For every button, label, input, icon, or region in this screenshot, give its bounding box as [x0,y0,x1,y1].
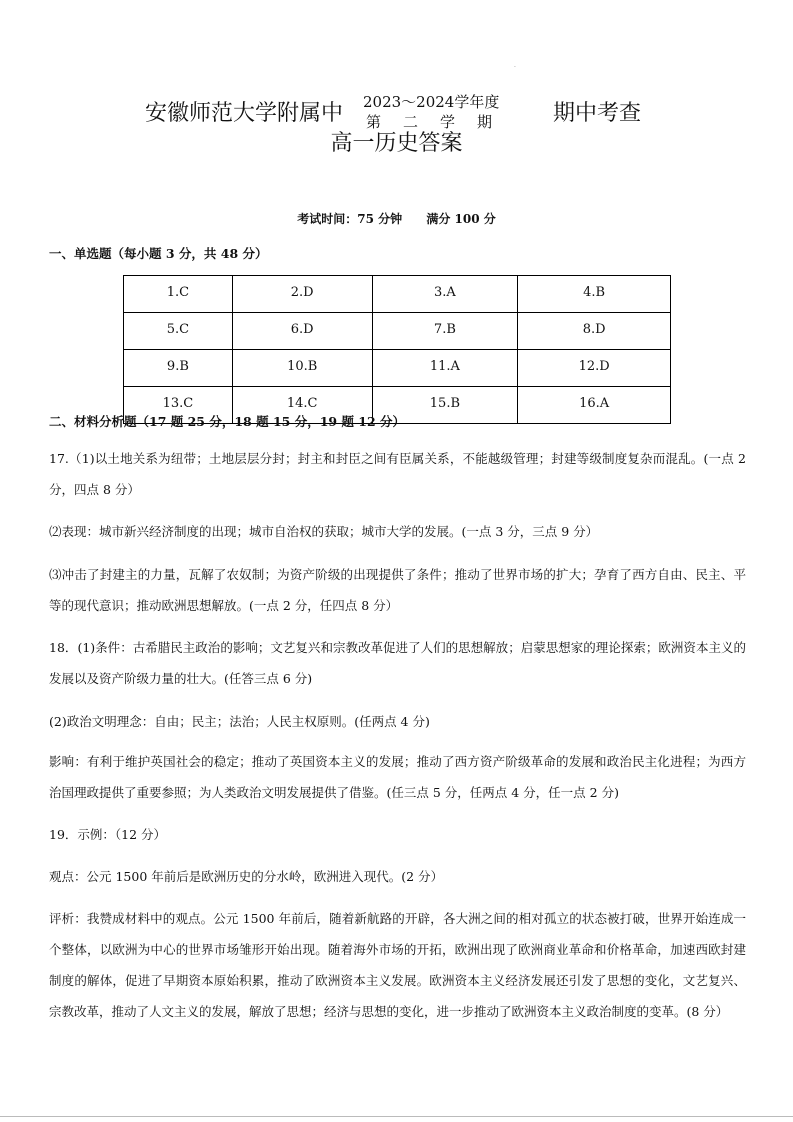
q19-answer-1: 19．示例：（12 分） [49,827,167,842]
exam-meta [0,210,793,227]
section2-title: 二、材料分析题（17 题 25 分，18 题 15 分，19 题 12 分） [49,414,406,429]
section1-title: 一、单选题（每小题 3 分，共 48 分） [49,246,268,261]
table-cell: 9.B [124,350,233,387]
table-cell: 16.A [518,387,671,424]
q17-answer-1: 17.（1)以土地关系为纽带；土地层层分封；封主和封臣之间有臣属关系，不能越级管理；封建等级制度复杂而混乱。(一点 2 分，四点 8 分） [49,451,746,497]
table-cell: 4.B [518,276,671,313]
q18-answer-1: 18．(1)条件：古希腊民主政治的影响；文艺复兴和宗教改革促进了人们的思想解放；启蒙思想家的理论探索；欧洲资本主义的发展以及资产阶级力量的壮大。(任答三点 6 分) [49,640,746,686]
table-cell: 14.C [232,387,372,424]
table-cell: 8.D [518,313,671,350]
table-cell: 11.A [372,350,518,387]
title-exam: 期中考查 [553,101,642,126]
table-cell: 10.B [232,350,372,387]
answer-table [123,275,671,424]
table-cell: 7.B [372,313,518,350]
table-cell: 12.D [518,350,671,387]
title-school: 安徽师范大学附属中 [145,101,344,126]
table-row [124,276,671,313]
table-cell: 3.A [372,276,518,313]
q18-answer-2: (2)政治文明理念：自由；民主；法治；人民主权原则。(任两点 4 分) [49,714,430,729]
table-row [124,350,671,387]
page-title: 高一历史答案 [330,131,463,156]
exam-time: 考试时间：75 分钟 [297,212,403,226]
scan-dot: · [514,64,516,71]
q18-answer-3: 影响：有利于维护英国社会的稳定；推动了英国资本主义的发展；推动了西方资产阶级革命的发展和政治民主化进程；为西方治国理政提供了重要参照；为人类政治文明发展提供了借鉴。(任三点 5 分，任两点 4 分，任一点 2 分) [49,754,746,800]
title-year: 2023～2024学年度 [363,93,500,111]
q17-answer-2: ⑵表现：城市新兴经济制度的出现；城市自治权的获取；城市大学的发展。(一点 3 分，三点 9 分） [49,524,599,539]
table-cell: 2.D [232,276,372,313]
table-cell: 15.B [372,387,518,424]
table-cell: 6.D [232,313,372,350]
table-row [124,313,671,350]
title-term: 第二学期 [366,113,515,131]
q17-answer-3: ⑶冲击了封建主的力量，瓦解了农奴制；为资产阶级的出现提供了条件；推动了世界市场的扩大；孕育了西方自由、民主、平等的现代意识；推动欧洲思想解放。(一点 2 分，任四点 8 分） [49,567,746,613]
exam-full-score: 满分 100 分 [426,212,496,226]
table-cell: 13.C [124,387,233,424]
q19-answer-3: 评析：我赞成材料中的观点。公元 1500 年前后，随着新航路的开辟，各大洲之间的相对孤立的状态被打破，世界开始连成一个整体，以欧洲为中心的世界市场雏形开始出现。随着海外市场的开拓，欧洲出现了欧洲商业革命和价格革命，加速西欧封建制度的解体，促进了早期资本原始积累，推动了欧洲资本主义发展。欧洲资本主义经济发展还引发了思想的变化，文艺复兴、宗教改革，推动了人文主义的发展，解放了思想；经济与思想的变化，进一步推动了欧洲资本主义政治制度的变革。(8 分） [49,911,746,1019]
table-cell: 5.C [124,313,233,350]
q19-answer-2: 观点：公元 1500 年前后是欧洲历史的分水岭，欧洲进入现代。(2 分） [49,869,444,884]
page-bottom-rule [0,1116,793,1117]
table-cell: 1.C [124,276,233,313]
